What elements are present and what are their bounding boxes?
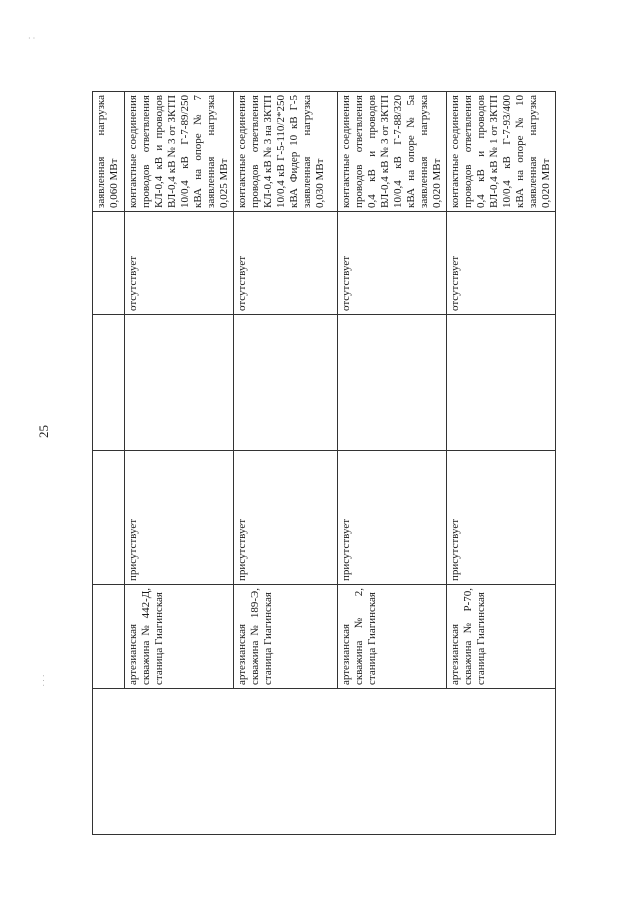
table-cell-object: артезианская скважина № 189-Э, станица Гиагинская xyxy=(234,585,338,689)
table-cell xyxy=(93,585,125,689)
table-cell-object: артезианская скважина № Р-70, станица Гиагинская xyxy=(447,585,556,689)
table-cell-status: отсутствует xyxy=(447,212,556,315)
table-cell xyxy=(234,315,338,451)
table-cell-object: артезианская скважина № 442-Д, станица Гиагинская xyxy=(125,585,234,689)
table-cell-status: отсутствует xyxy=(338,212,447,315)
table-cell-status: присутствует xyxy=(338,451,447,585)
scan-artifact: · · xyxy=(28,34,36,43)
table-cell-status: отсутствует xyxy=(234,212,338,315)
table-cell-description: контактные соединения проводов ответвления КЛ-0,4 кВ и проводов ВЛ-0,4 кВ № 3 от ЗКТП 10/0,4 кВ Г-7-89/250 кВА на опоре № 7 заявленная нагрузка 0,025 МВт xyxy=(125,92,234,212)
rotated-table xyxy=(92,92,552,835)
table-cell-description: контактные соединения проводов ответвления КЛ-0,4 кВ № 3 на ЗКТП 10/0,4 кВ Г-5-110/2*250 кВА Фидер 10 кВ Г-5 заявленная нагрузка 0,030 МВт xyxy=(234,92,338,212)
table-cell-status: присутствует xyxy=(234,451,338,585)
table-cell-object: артезианская скважина № 2, станица Гиагинская xyxy=(338,585,447,689)
table-cell xyxy=(447,315,556,451)
table-row xyxy=(93,92,125,835)
table-cell-load: заявленная нагрузка 0,060 МВт xyxy=(93,92,125,212)
table-cell-description: контактные соединения проводов ответвления 0,4 кВ и проводов ВЛ-0,4 кВ № 1 от ЗКТП 10/0,4 кВ Г-7-93/400 кВА на опоре № 10 заявленная нагрузка 0,020 МВт xyxy=(447,92,556,212)
table-cell xyxy=(125,315,234,451)
table-cell xyxy=(338,315,447,451)
document-table xyxy=(92,91,556,835)
table-cell-status: присутствует xyxy=(447,451,556,585)
table-cell-status: отсутствует xyxy=(125,212,234,315)
page-number: 25 xyxy=(36,425,51,438)
table-cell xyxy=(93,451,125,585)
table-cell-description: контактные соединения проводов ответвления 0,4 кВ и проводов ВЛ-0,4 кВ № 3 от ЗКТП 10/0,4 кВ Г-7-88/320 кВА на опоре № 5а заявленная нагрузка 0,020 МВт xyxy=(338,92,447,212)
scan-artifact: · · · xyxy=(39,674,49,687)
table-cell xyxy=(93,689,556,835)
table-cell xyxy=(93,315,125,451)
table-cell xyxy=(93,212,125,315)
table-cell-status: присутствует xyxy=(125,451,234,585)
